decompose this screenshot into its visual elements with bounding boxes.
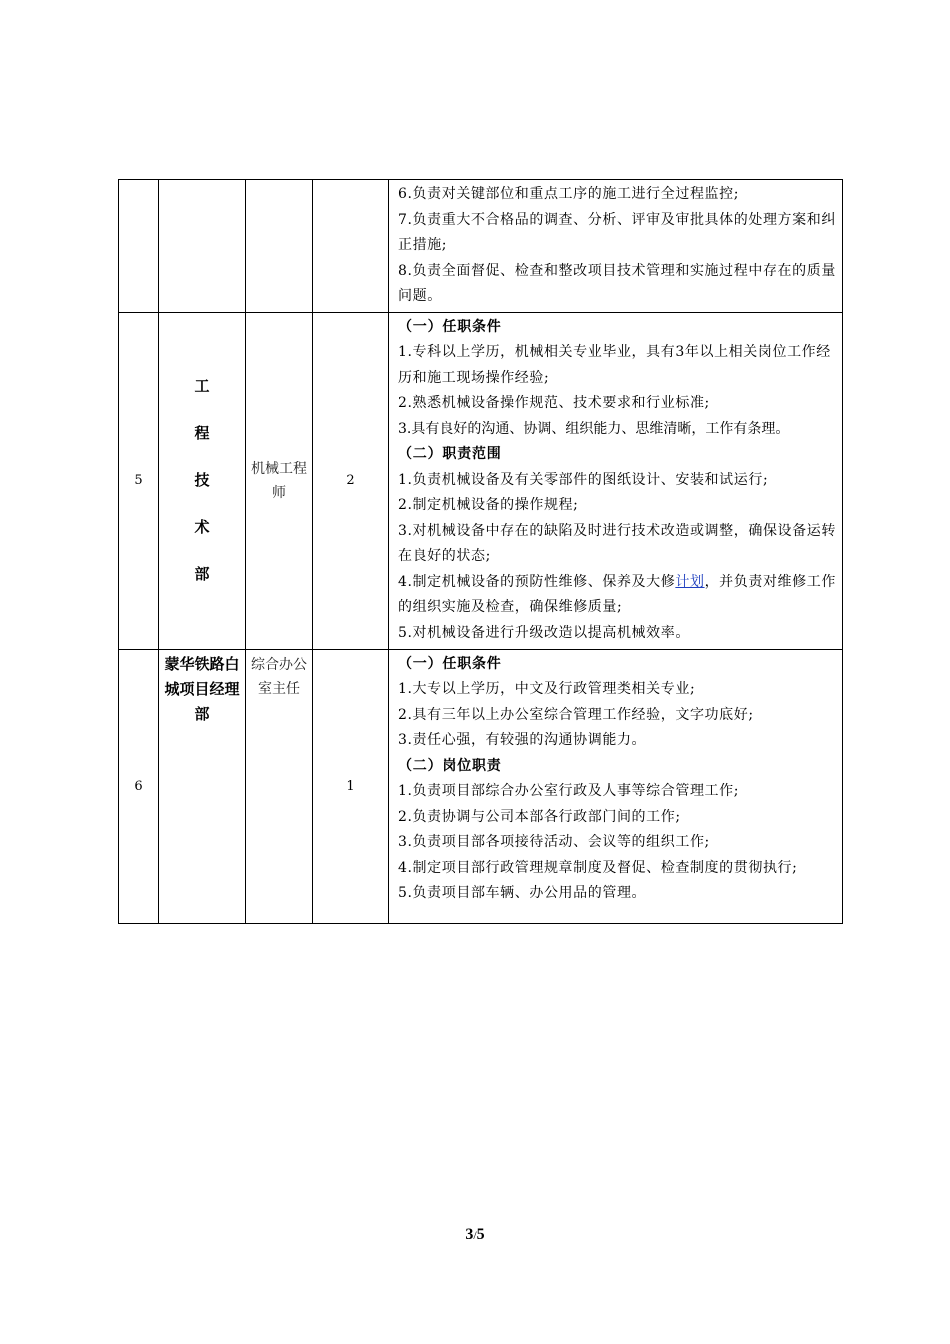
table-row (119, 312, 843, 649)
duty-line: 5.负责项目部车辆、办公用品的管理。 (398, 885, 647, 901)
department-cell: 蒙华铁路白城项目经理部 (159, 649, 246, 923)
department-char: 工 (194, 377, 210, 395)
position-cell (246, 180, 313, 313)
headcount-cell: 1 (313, 649, 389, 923)
total-pages: 5 (476, 1226, 485, 1243)
plan-link[interactable]: 计划 (675, 573, 705, 590)
requirement-line: 3.具有良好的沟通、协调、组织能力、思维清晰，工作有条理。 (398, 420, 790, 437)
description-cell (389, 312, 843, 649)
department-char: 技 (194, 471, 210, 489)
section-heading: （一）任职条件 (398, 318, 502, 335)
duty-text: 4.制定机械设备的预防性维修、保养及大修 (398, 573, 676, 590)
duty-line: 1.负责项目部综合办公室行政及人事等综合管理工作; (398, 783, 740, 799)
description-cell (389, 649, 843, 923)
duty-line: 2.负责协调与公司本部各行政部门间的工作; (398, 808, 681, 825)
row-number (119, 180, 159, 313)
table-row (119, 180, 843, 313)
job-table (118, 179, 843, 924)
department-cell (159, 312, 246, 649)
headcount-cell: 2 (313, 312, 389, 649)
duty-line: 5.对机械设备进行升级改造以提高机械效率。 (398, 624, 690, 641)
page-number (0, 1226, 950, 1244)
department-char: 程 (194, 424, 210, 442)
duty-line: 3.对机械设备中存在的缺陷及时进行技术改造或调整，确保设备运转在良好的状态; (398, 522, 836, 564)
current-page: 3 (465, 1226, 474, 1243)
duty-text: ，并负责对维修工作的组织实施及检查，确保维修质量; (398, 573, 836, 615)
requirement-line: 1.专科以上学历，机械相关专业毕业，具有3年以上相关岗位工作经历和施工现场操作经验; (398, 344, 831, 386)
duty-line: 7.负责重大不合格品的调查、分析、评审及审批具体的处理方案和纠正措施; (398, 211, 836, 253)
department-cell (159, 180, 246, 313)
duty-line: 1.负责机械设备及有关零部件的图纸设计、安装和试运行; (398, 471, 769, 488)
requirement-line: 2.熟悉机械设备操作规范、技术要求和行业标准; (398, 395, 710, 411)
department-char: 术 (194, 518, 210, 536)
duty-line: 3.负责项目部各项接待活动、会议等的组织工作; (398, 834, 710, 850)
section-heading: （二）岗位职责 (398, 757, 502, 774)
row-number: 5 (119, 312, 159, 649)
page-separator: / (473, 1228, 477, 1242)
department-char: 部 (194, 565, 210, 583)
row-number: 6 (119, 649, 159, 923)
duty-line: 4.制定项目部行政管理规章制度及督促、检查制度的贯彻执行; (398, 859, 798, 876)
requirement-line: 3.责任心强，有较强的沟通协调能力。 (398, 732, 647, 748)
duty-line: 6.负责对关键部位和重点工序的施工进行全过程监控; (398, 186, 740, 202)
position-cell: 综合办公室主任 (246, 649, 313, 923)
section-heading: （一）任职条件 (398, 655, 502, 672)
table-row (119, 649, 843, 923)
duty-line: 8.负责全面督促、检查和整改项目技术管理和实施过程中存在的质量问题。 (398, 262, 836, 304)
description-cell (389, 180, 843, 313)
requirement-line: 1.大专以上学历，中文及行政管理类相关专业; (398, 681, 696, 697)
duty-line: 2.制定机械设备的操作规程; (398, 497, 579, 513)
headcount-cell (313, 180, 389, 313)
section-heading: （二）职责范围 (398, 446, 502, 462)
position-cell: 机械工程师 (246, 312, 313, 649)
requirement-line: 2.具有三年以上办公室综合管理工作经验，文字功底好; (398, 706, 754, 723)
duty-line (398, 570, 836, 621)
